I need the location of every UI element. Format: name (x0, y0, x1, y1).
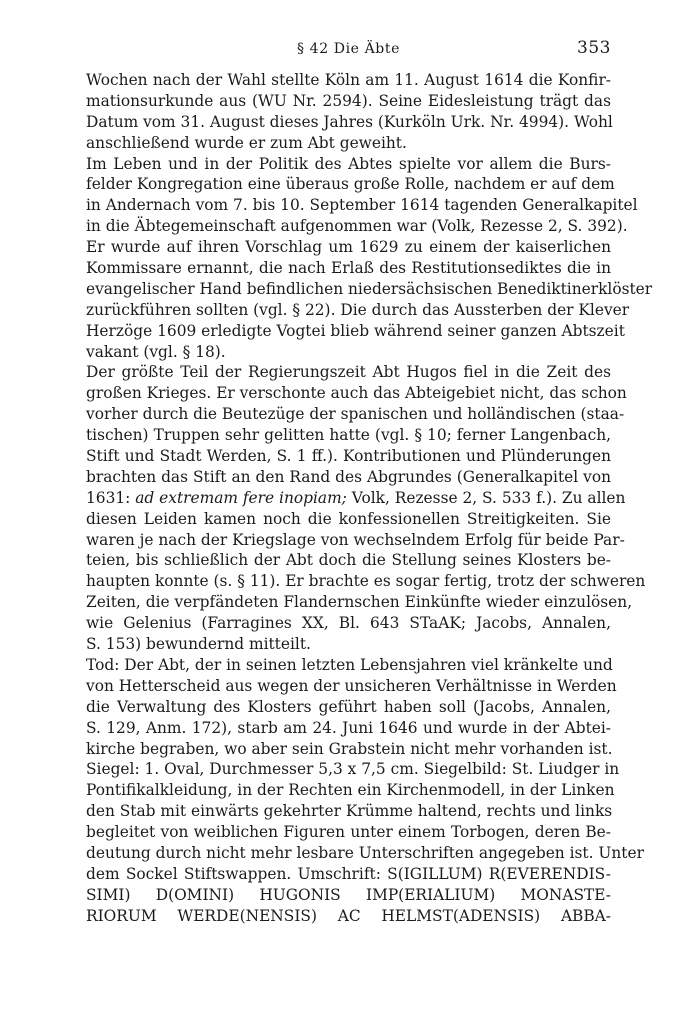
text-line: teien, bis schließlich der Abt doch die Stellung seines Klosters be- (86, 551, 611, 570)
text-line: in die Äbtegemeinschaft aufgenommen war (Volk, Rezesse 2, S. 392). (86, 217, 628, 236)
text-line: Herzöge 1609 erledigte Vogtei blieb während seiner ganzen Abtszeit (86, 321, 625, 340)
text-line: Der größte Teil der Regierungszeit Abt Hugos fiel in die Zeit des (86, 363, 611, 382)
text-line: brachten das Stift an den Rand des Abgrundes (Generalkapitel von (86, 467, 611, 486)
text-line: Wochen nach der Wahl stellte Köln am 11. August 1614 die Konfir- (86, 71, 611, 89)
text-line: großen Krieges. Er verschonte auch das Abteigebiet nicht, das schon (86, 384, 627, 403)
text-line: Stift und Stadt Werden, S. 1 ff.). Kontributionen und Plünderungen (86, 447, 611, 466)
text-line: tischen) Truppen sehr gelitten hatte (vgl. § 10; ferner Langenbach, (86, 426, 611, 445)
text-line: RIORUM WERDE(NENSIS) AC HELMST(ADENSIS) ABBA- (86, 906, 611, 925)
text-line: anschließend wurde er zum Abt geweiht. (86, 133, 407, 152)
text-line: mationsurkunde aus (WU Nr. 2594). Seine Eidesleistung trägt das (86, 91, 611, 110)
text-line: dem Sockel Stiftswappen. Umschrift: S(IGILLUM) R(EVERENDIS- (86, 864, 611, 883)
text-line: felder Kongregation eine überaus große Rolle, nachdem er auf dem (86, 175, 615, 194)
text-line: Im Leben und in der Politik des Abtes spielte vor allem die Burs- (86, 154, 611, 173)
paragraph (86, 362, 646, 654)
text-line: die Verwaltung des Klosters geführt haben soll (Jacobs, Annalen, (86, 697, 611, 716)
running-section-title: § 42 Die Äbte (297, 41, 400, 57)
running-head (86, 38, 611, 60)
text-line: deutung durch nicht mehr lesbare Unterschriften angegeben ist. Unter (86, 843, 644, 862)
text-line: 1631: ad extremam fere inopiam; Volk, Rezesse 2, S. 533 f.). Zu allen (86, 488, 626, 507)
text-line: vakant (vgl. § 18). (86, 342, 226, 361)
text-line: in Andernach vom 7. bis 10. September 1614 tagenden Generalkapitel (86, 196, 638, 215)
text-line: vorher durch die Beutezüge der spanischen und holländischen (staa- (86, 405, 625, 424)
text-line: begleitet von weiblichen Figuren unter einem Torbogen, deren Be- (86, 823, 611, 842)
text-line: diesen Leiden kamen noch die konfessionellen Streitigkeiten. Sie (86, 509, 611, 528)
paragraph (86, 655, 617, 759)
text-line: waren je nach der Kriegslage von wechselndem Erfolg für beide Par- (86, 530, 625, 549)
paragraph (86, 759, 644, 926)
text-line: Kommissare ernannt, die nach Erlaß des Restitutionsediktes die in (86, 259, 611, 278)
text-line: Pontifikalkleidung, in der Rechten ein Kirchenmodell, in der Linken (86, 781, 615, 800)
body-text (86, 70, 653, 927)
text-line: Datum vom 31. August dieses Jahres (Kurköln Urk. Nr. 4994). Wohl (86, 112, 613, 131)
paragraph (86, 154, 653, 363)
text-line: Tod: Der Abt, der in seinen letzten Lebensjahren viel kränkelte und (86, 655, 613, 674)
page-number: 353 (577, 38, 611, 58)
text-line: kirche begraben, wo aber sein Grabstein nicht mehr vorhanden ist. (86, 739, 613, 758)
text-line: S. 129, Anm. 172), starb am 24. Juni 1646 und wurde in der Abtei- (86, 718, 611, 737)
text-line: von Hetterscheid aus wegen der unsicheren Verhältnisse in Werden (86, 676, 617, 695)
text-line: evangelischer Hand befindlichen niedersächsischen Benediktinerklöster (86, 279, 653, 298)
text-line: S. 153) bewundernd mitteilt. (86, 635, 311, 654)
text-line: Siegel: 1. Oval, Durchmesser 5,3 x 7,5 cm. Siegelbild: St. Liudger in (86, 760, 620, 779)
text-line: haupten konnte (s. § 11). Er brachte es sogar fertig, trotz der schweren (86, 572, 646, 591)
text-line: Zeiten, die verpfändeten Flandernschen Einkünfte wieder einzulösen, (86, 593, 633, 612)
text-line: zurückführen sollten (vgl. § 22). Die durch das Aussterben der Klever (86, 300, 630, 319)
text-line: SIMI) D(OMINI) HUGONIS IMP(ERIALIUM) MONASTE- (86, 885, 611, 904)
paragraph (86, 70, 611, 154)
text-line: wie Gelenius (Farragines XX, Bl. 643 STaAK; Jacobs, Annalen, (86, 614, 611, 633)
text-line: den Stab mit einwärts gekehrter Krümme haltend, rechts und links (86, 802, 613, 821)
text-line: Er wurde auf ihren Vorschlag um 1629 zu einem der kaiserlichen (86, 238, 611, 257)
